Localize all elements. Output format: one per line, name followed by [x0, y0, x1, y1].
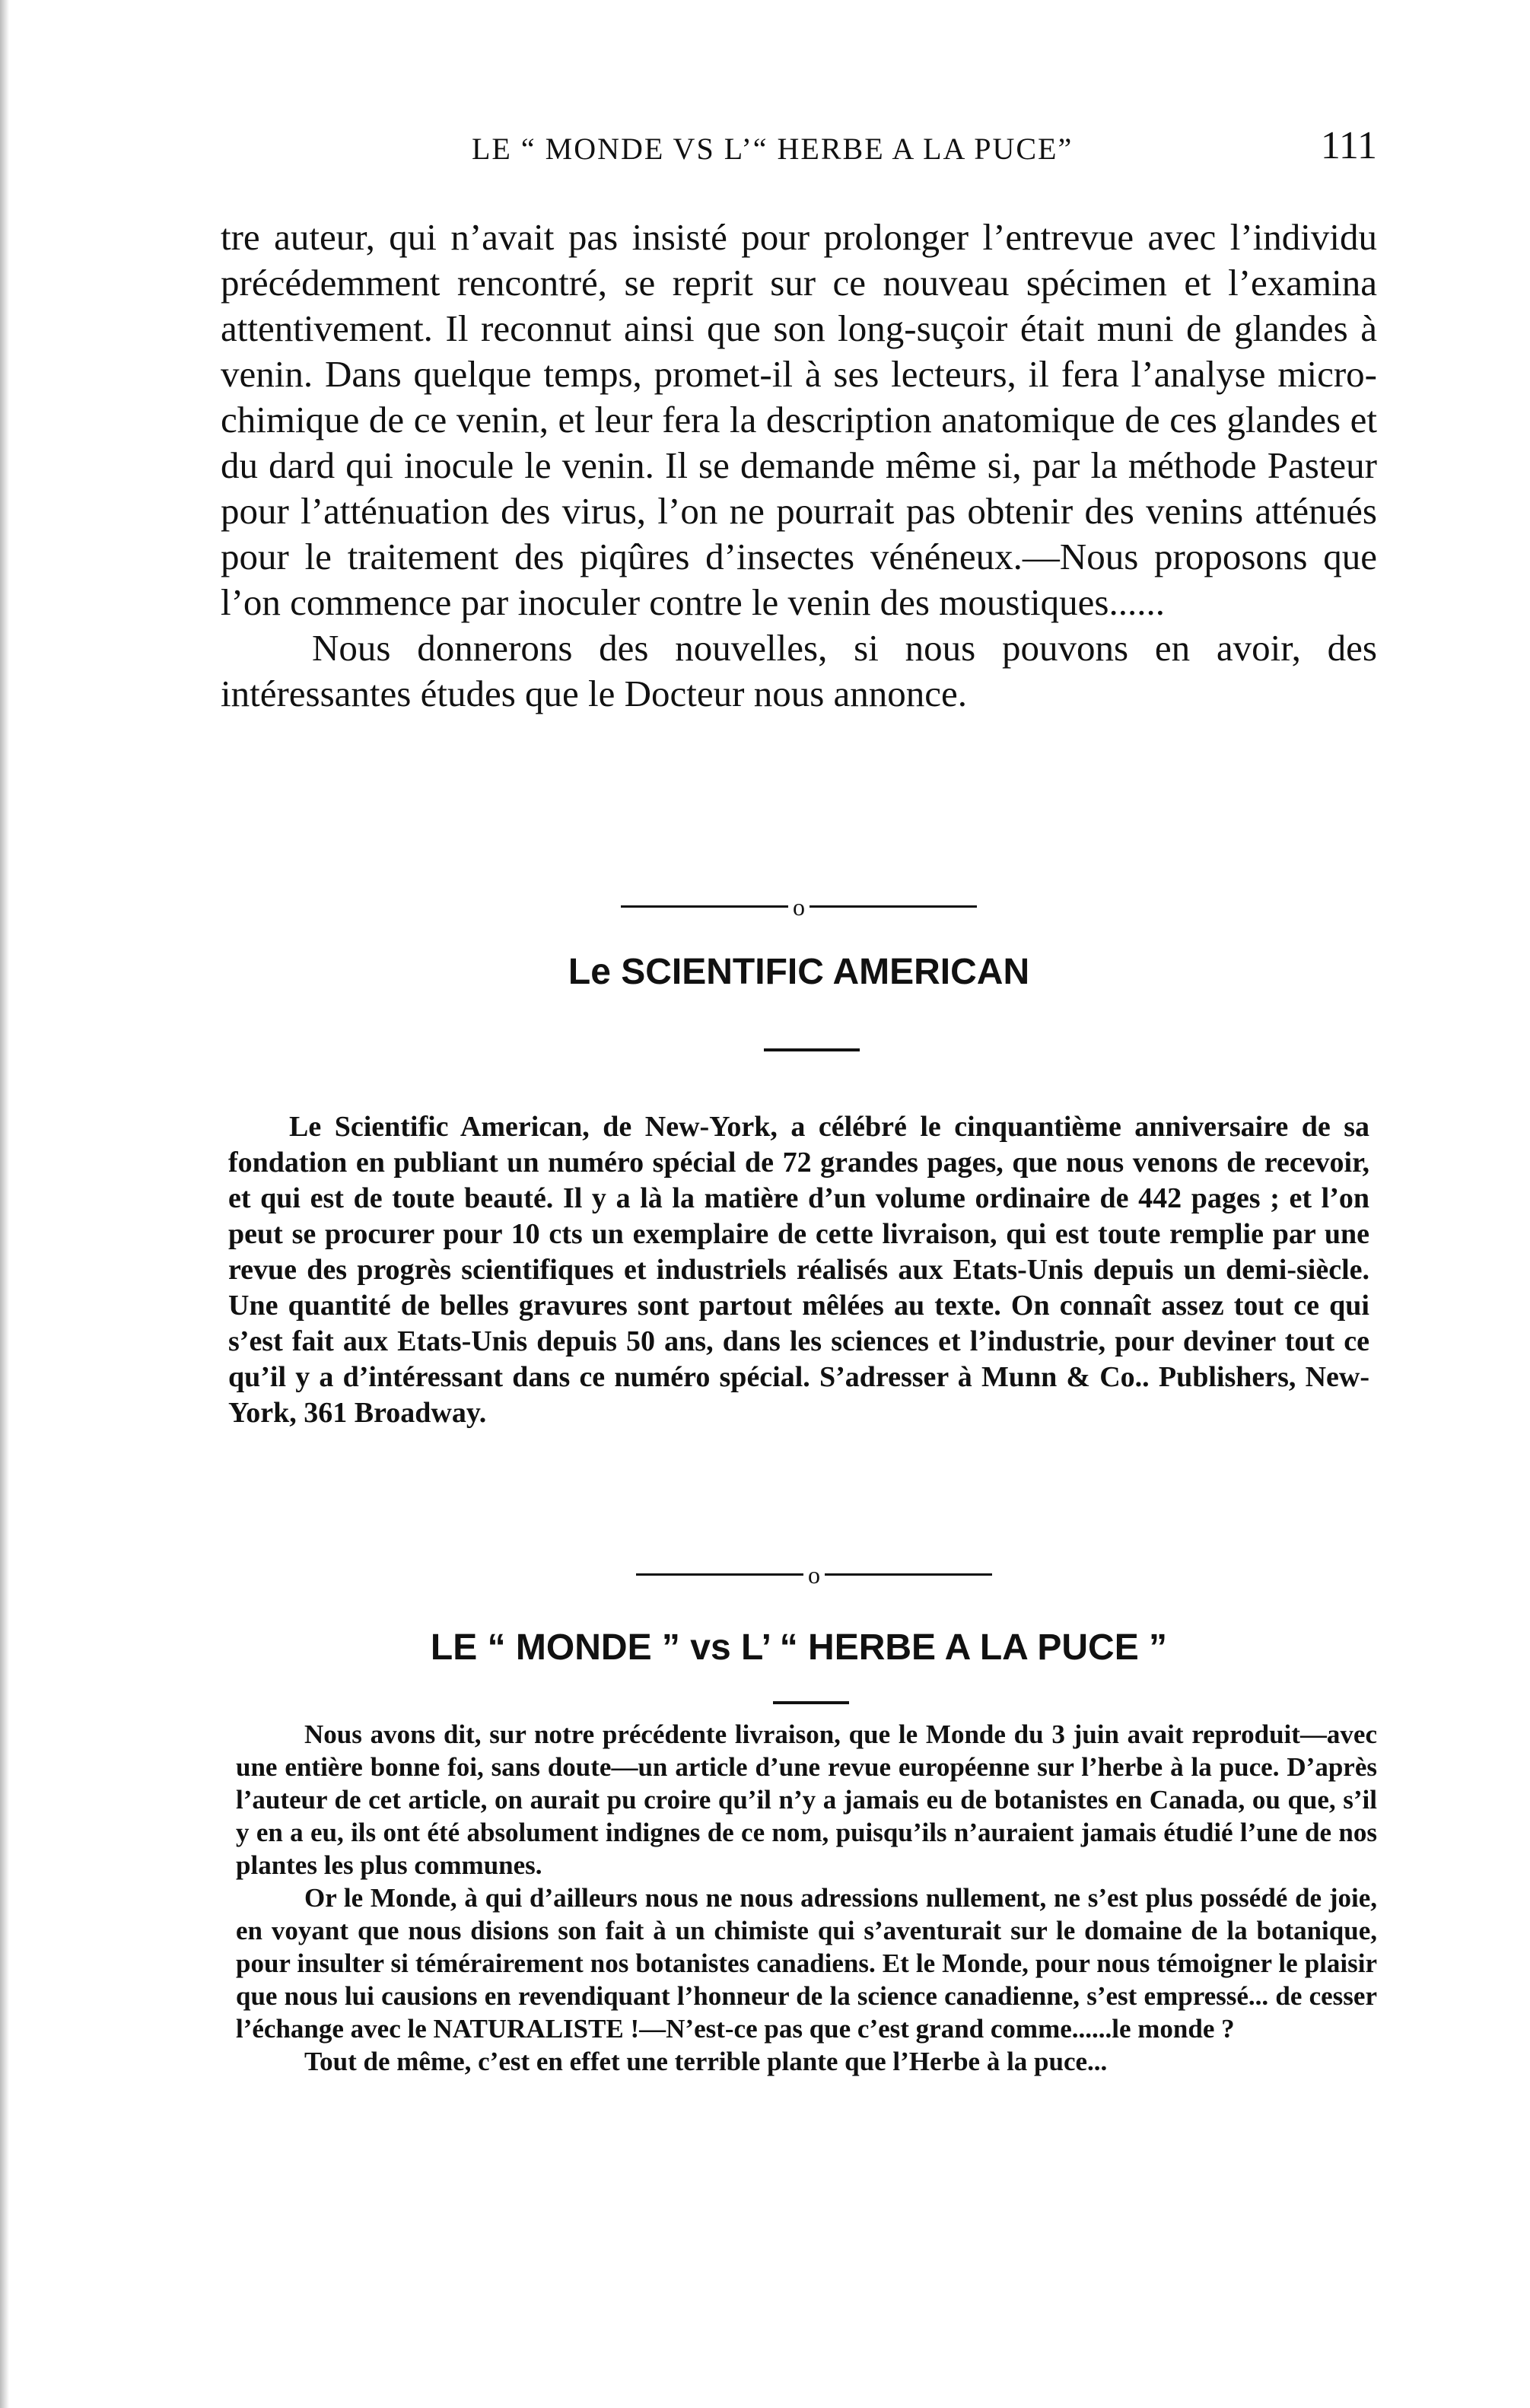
page-header: [221, 123, 1377, 177]
paragraph-scientific-american: Le Scientific American, de New-York, a célébré le cinquantième anniversaire de sa fondation en publiant un numéro spécial de 72 grandes pages, que nous venons de recevoir, et qui est de toute beauté. Il y a là la matière d’un volume ordinaire de 442 pages ; et l’on peut se procurer pour 10 cts un exemplaire de cette livraison, qui est toute remplie par une revue des progrès scientifiques et industriels réalisés aux Etats-Unis depuis un demi-siècle. Une quantité de belles gravures sont partout mêlées au texte. On connaît assez tout ce qui s’est fait aux Etats-Unis depuis 50 ans, dans les sciences et l’industrie, pour deviner tout ce qu’il y a d’intéressant dans ce numéro spécial. S’adresser à Munn & Co.. Publishers, New-York, 361 Broadway.: [228, 1111, 1369, 1429]
paragraph-terrible-plant: Tout de même, c’est en effet une terrible plante que l’Herbe à la puce...: [304, 2047, 1108, 2076]
divider-ornament: o: [808, 1560, 820, 1589]
section-divider-2: [616, 1557, 1012, 1587]
section-divider-1: [601, 889, 997, 919]
paragraph-monde-article: Nous avons dit, sur notre précédente livraison, que le Monde du 3 juin avait reproduit—avec une entière bonne foi, sans doute—un article d’une revue européenne sur l’herbe à la puce. D’après l’auteur de cet article, on aurait pu croire qu’il n’y a jamais eu de botanistes en Canada, ou que, s’il y en a eu, ils ont été absolument indignes de ce nom, puisqu’ils n’auraient jamais étudié l’une de nos plantes les plus communes.: [236, 1719, 1377, 1880]
section-title-herbe-a-la-puce: LE “ MONDE ” vs L’ “ HERBE A LA PUCE ”: [430, 1627, 1168, 1668]
divider-line: [810, 905, 977, 908]
divider-ornament: o: [793, 892, 805, 921]
divider-line: [621, 905, 788, 908]
paragraph-venom: tre auteur, qui n’avait pas insisté pour prolonger l’entrevue avec l’individu précédemment rencontré, se reprit sur ce nouveau spécimen et l’examina attentivement. Il reconnut ainsi que son long-suçoir était muni de glandes à venin. Dans quelque temps, promet-il à ses lecteurs, il fera l’analyse micro-chimique de ce venin, et leur fera la description anatomique de ces glandes et du dard qui inocule le venin. Il se demande même si, par la méthode Pasteur pour l’atténuation des virus, l’on ne pourrait pas obtenir des venins atténués pour le traitement des piqûres d’insectes vénéneux.—Nous proposons que l’on commence par inoculer contre le venin des moustiques......: [221, 216, 1377, 623]
title-underline: [773, 1701, 849, 1704]
running-head: LE “ MONDE VS L’“ HERBE A LA PUCE”: [472, 132, 1074, 166]
section-herbe-a-la-puce-text: [236, 1718, 1377, 2078]
page-number: 111: [1320, 124, 1377, 167]
divider-line: [636, 1573, 803, 1576]
section-mosquito-venom: [221, 215, 1377, 717]
section-scientific-american-text: [228, 1109, 1369, 1431]
title-underline: [764, 1048, 860, 1051]
paragraph-monde-reaction: Or le Monde, à qui d’ailleurs nous ne nous adressions nullement, ne s’est plus possédé de joie, en voyant que nous disions son fait à un chimiste qui s’aventurait sur le domaine de la botanique, pour insulter si témérairement nos botanistes canadiens. Et le Monde, pour nous témoigner le plaisir que nous lui causions en revendiquant l’honneur de la science canadienne, s’est empressé... de cesser l’échange avec le NATURALISTE !—N’est-ce pas que c’est grand comme......le monde ?: [236, 1883, 1377, 2044]
paragraph-news: Nous donnerons des nouvelles, si nous pouvons en avoir, des intéressantes études que le Docteur nous annonce.: [221, 627, 1377, 714]
page-edge-shadow: [0, 0, 9, 2408]
section-title-scientific-american: Le SCIENTIFIC AMERICAN: [568, 952, 1030, 992]
divider-line: [825, 1573, 992, 1576]
